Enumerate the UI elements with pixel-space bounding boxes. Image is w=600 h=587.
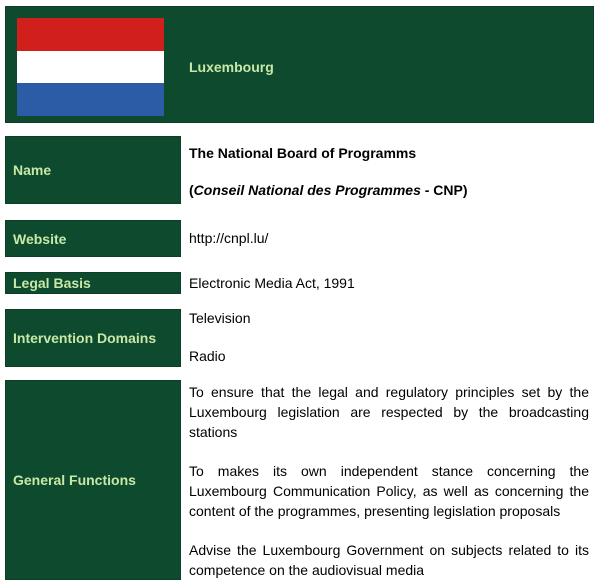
luxembourg-flag (17, 18, 164, 116)
flag-stripe-blue (17, 83, 164, 116)
legal-basis-label: Legal Basis (5, 272, 181, 294)
function-item-2: To makes its own independent stance concerning the Luxembourg Communication Policy, as well as concerning the content of the programmes, presenting legislation proposals (189, 463, 589, 519)
country-header (5, 6, 594, 123)
website-value[interactable]: http://cnpl.lu/ (189, 230, 269, 246)
function-item-1: To ensure that the legal and regulatory principles set by the Luxembourg legislation are respected by the broadcasting stations (189, 384, 589, 440)
website-label: Website (5, 220, 181, 257)
name-line-2 (189, 180, 589, 200)
name-label: Name (5, 136, 181, 204)
name-italic: Conseil National des Programmes (193, 182, 421, 198)
open-paren: ( (189, 182, 194, 198)
legal-basis-value: Electronic Media Act, 1991 (189, 275, 355, 291)
name-suffix: - CNP) (420, 182, 468, 198)
flag-stripe-red (17, 18, 164, 51)
function-item-3: Advise the Luxembourg Government on subjects related to its competence on the audiovisual media (189, 542, 589, 578)
flag-stripe-white (17, 51, 164, 84)
domain-television: Television (189, 310, 251, 326)
domain-radio: Radio (189, 348, 226, 364)
intervention-domains-label: Intervention Domains (5, 309, 181, 367)
general-functions-label: General Functions (5, 380, 181, 580)
country-name: Luxembourg (189, 59, 274, 75)
name-line-1: The National Board of Programms (189, 145, 417, 161)
